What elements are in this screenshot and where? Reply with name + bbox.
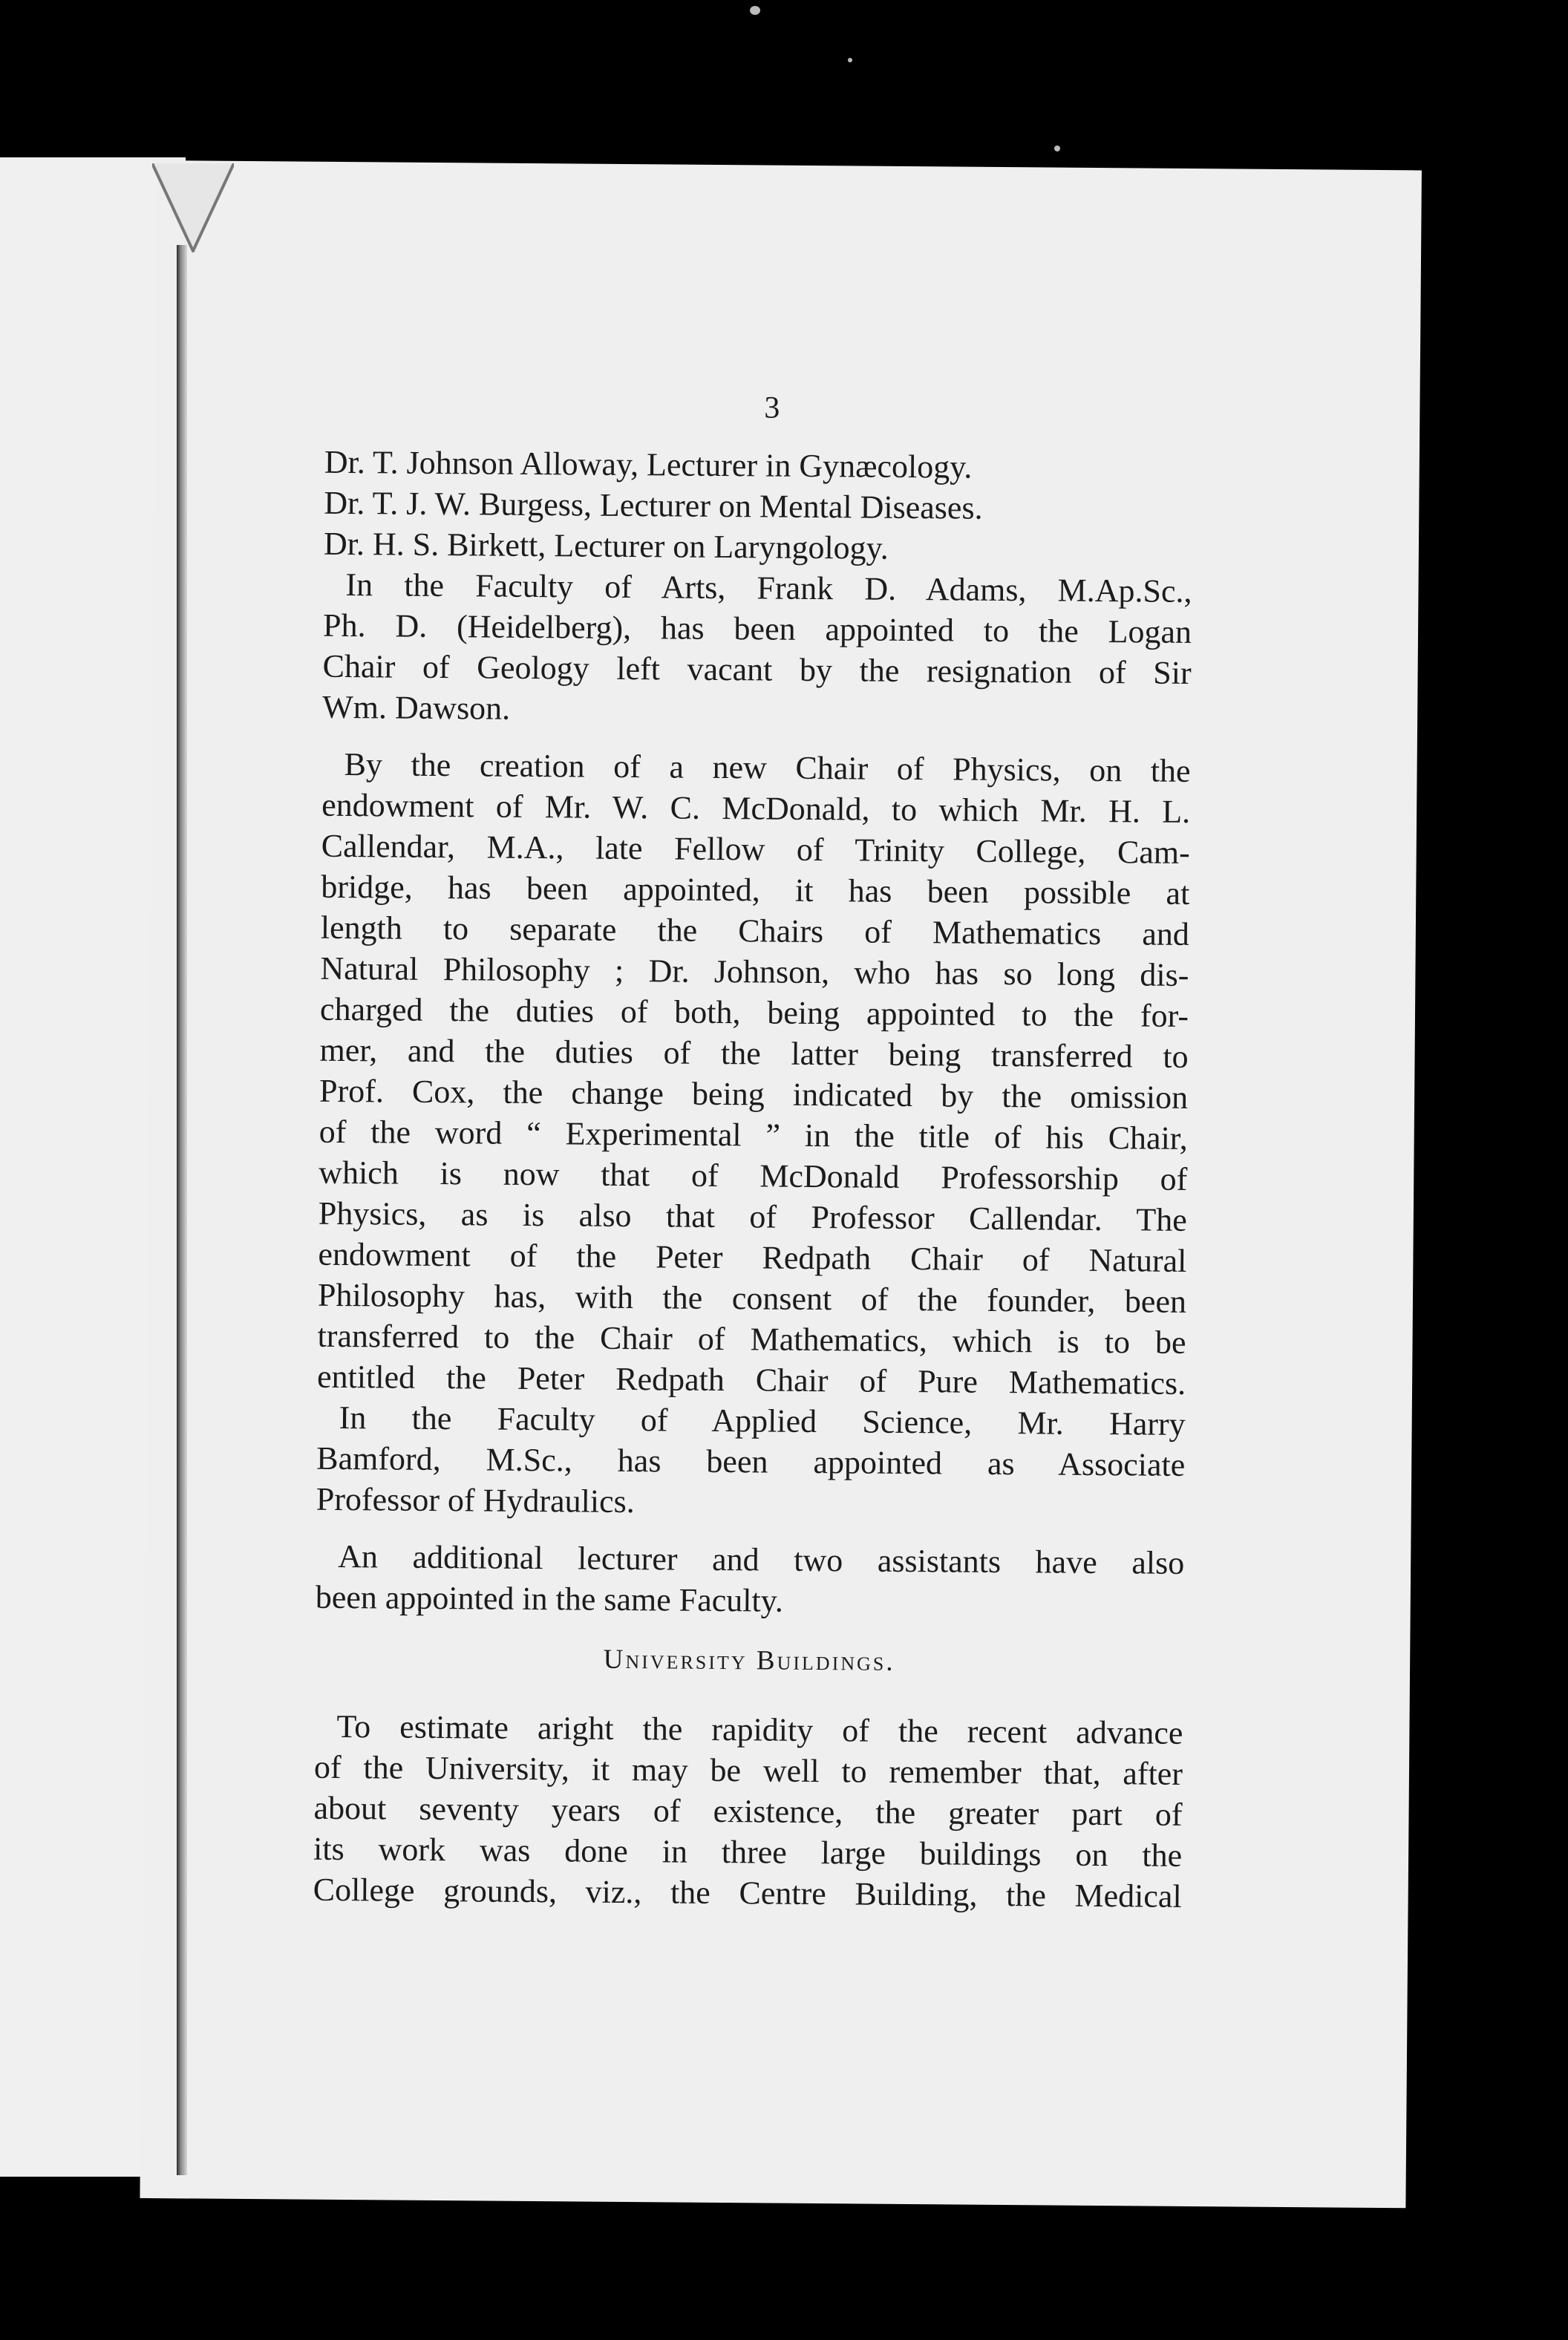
- paragraph-line: College grounds, viz., the Centre Building, the Medical: [313, 1871, 1182, 1915]
- paragraph-line: its work was done in three large buildings on the: [313, 1830, 1183, 1874]
- paragraph-line: Wm. Dawson.: [322, 688, 511, 727]
- paragraph-line: bridge, has been appointed, it has been possible at: [321, 868, 1190, 912]
- dust-speck: [848, 58, 852, 62]
- paragraph-line: Philosophy has, with the consent of the founder, been: [317, 1276, 1187, 1320]
- paragraph-line: Bamford, M.Sc., has been appointed as Associate: [316, 1439, 1186, 1483]
- paragraph-line: of the word “ Experimental ” in the title of his Chair,: [318, 1113, 1188, 1157]
- paragraph-line: Prof. Cox, the change being indicated by the omission: [318, 1072, 1189, 1116]
- page-text: [313, 385, 1193, 1917]
- section-heading: University Buildings.: [603, 1644, 895, 1677]
- paragraph-line: To estimate aright the rapidity of the recent advance: [336, 1707, 1183, 1751]
- paragraph-line: been appointed in the same Faculty.: [315, 1578, 784, 1619]
- paragraph-line: length to separate the Chairs of Mathematics and: [320, 909, 1190, 952]
- paragraph-applied-science: [316, 1397, 1186, 1526]
- page-fold-mark: [152, 163, 234, 252]
- book-page: [140, 160, 1422, 2208]
- paragraph-line: An additional lecturer and two assistants have also: [338, 1537, 1185, 1581]
- appointment-line: Dr. H. S. Birkett, Lecturer on Laryngology.: [323, 525, 889, 566]
- paragraph-line: of the University, it may be well to remember that, after: [313, 1748, 1183, 1792]
- paragraph-line: Chair of Geology left vacant by the resignation of Sir: [322, 647, 1192, 691]
- paragraph-line: Callendar, M.A., late Fellow of Trinity College, Cam-: [321, 827, 1190, 871]
- appointments-list: [324, 442, 1193, 571]
- binding-gutter-shadow: [177, 245, 187, 2175]
- paragraph-line: mer, and the duties of the latter being transferred to: [319, 1031, 1189, 1075]
- paragraph-physics: [317, 744, 1191, 1404]
- paragraph-line: transferred to the Chair of Mathematics, which is to be: [317, 1317, 1186, 1361]
- paragraph-line: By the creation of a new Chair of Physics, on the: [344, 746, 1191, 789]
- paragraph-line: In the Faculty of Arts, Frank D. Adams, M.Ap.Sc.,: [345, 566, 1192, 609]
- paragraph-line: charged the duties of both, being appointed to the for-: [319, 990, 1189, 1034]
- page-number: 3: [764, 390, 781, 425]
- paragraph-line: which is now that of McDonald Professorship of: [318, 1154, 1188, 1197]
- paragraph-line: Professor of Hydraulics.: [316, 1480, 635, 1520]
- dust-speck: [750, 6, 760, 15]
- paragraph-buildings: [313, 1706, 1183, 1917]
- paragraph-additional-lecturer: [316, 1536, 1185, 1624]
- paragraph-line: endowment of Mr. W. C. McDonald, to which Mr. H. L.: [321, 786, 1191, 830]
- dust-speck: [1054, 146, 1060, 151]
- paragraph-line: In the Faculty of Applied Science, Mr. Harry: [339, 1399, 1186, 1442]
- appointment-line: Dr. T. Johnson Alloway, Lecturer in Gynæcology.: [324, 443, 973, 486]
- paragraph-line: Ph. D. (Heidelberg), has been appointed to the Logan: [322, 607, 1192, 650]
- paragraph-line: Natural Philosophy ; Dr. Johnson, who has so long dis-: [320, 950, 1189, 993]
- paragraph-line: entitled the Peter Redpath Chair of Pure Mathematics.: [316, 1358, 1186, 1402]
- paragraph-line: endowment of the Peter Redpath Chair of Natural: [318, 1235, 1187, 1279]
- appointment-line: Dr. T. J. W. Burgess, Lecturer on Mental Diseases.: [324, 484, 983, 526]
- paragraph-arts: [322, 564, 1192, 734]
- paragraph-line: Physics, as is also that of Professor Callendar. The: [318, 1194, 1188, 1238]
- paragraph-line: about seventy years of existence, the greater part of: [313, 1789, 1183, 1833]
